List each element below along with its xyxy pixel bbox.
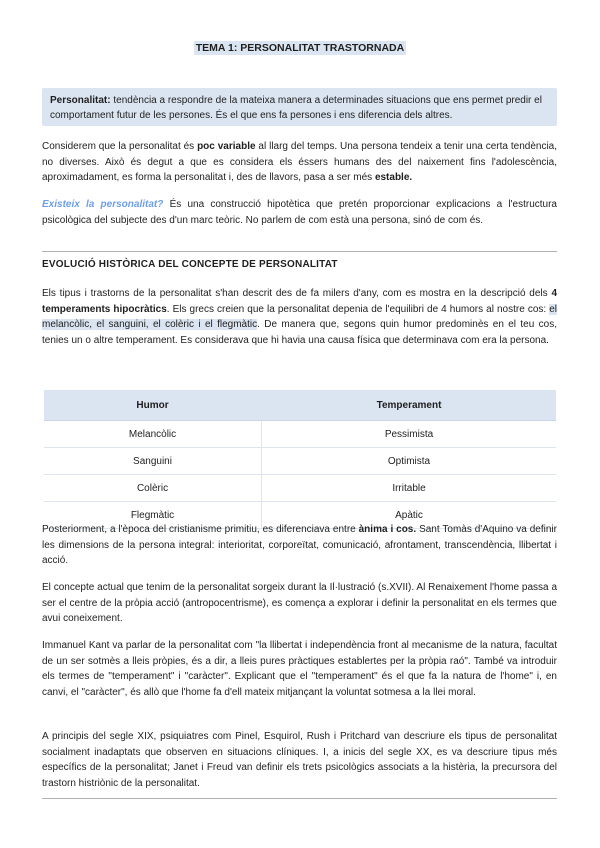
humor-temperament-table <box>44 390 556 529</box>
divider-bottom <box>42 798 557 799</box>
section-heading: EVOLUCIÓ HISTÒRICA DEL CONCEPTE DE PERSONALITAT <box>42 259 338 270</box>
p4-text-a: Posteriorment, a l'època del cristianisme primitiu, es diferenciava entre <box>42 524 359 535</box>
table-cell-temperament: Irritable <box>262 475 556 502</box>
column-header-temperament: Temperament <box>262 390 556 421</box>
p4-bold-anima-cos: ànima i cos. <box>358 524 417 535</box>
paragraph-illustration: El concepte actual que tenim de la personalitat sorgeix durant la Il·lustració (s.XVII). Al Renaixement l'home passa a ser el centre de la pròpia acció (antropocentrisme), es comença a explorar i definir la personalitat en els termes que avui coneixement. <box>42 582 557 624</box>
table-header-row <box>44 390 556 421</box>
p1-bold-estable: estable. <box>374 172 413 183</box>
table-cell-temperament: Pessimista <box>262 421 556 448</box>
paragraph-christianity <box>42 522 557 569</box>
p3-text-e: . De manera que, segons quin humor predominès en el teu cos, tenies un o altre temperament. Es considerava que hi havia una causa física que determinava com era la persona. <box>42 319 558 346</box>
definition-term: Personalitat: <box>50 95 111 106</box>
p3-bold-temperaments: 4 temperaments hipocràtics <box>42 288 557 315</box>
p3-text-c: . Els grecs creien que la personalitat depenia de l'equilibri de 4 humors al nostre cos: <box>166 303 550 315</box>
question-existeix: Existeix la personalitat? <box>42 199 164 210</box>
table-cell-humor: Sanguini <box>44 448 262 475</box>
p3-text-a: Els tipus i trastorns de la personalitat s'han descrit des de fa milers d'any, com es mostra en la descripció dels <box>42 288 552 299</box>
table-cell-humor: Flegmàtic <box>44 502 262 529</box>
column-header-humor: Humor <box>44 390 262 421</box>
definition-box <box>42 88 557 126</box>
table-row <box>44 421 556 448</box>
paragraph-variability <box>42 139 557 186</box>
table-row <box>44 475 556 502</box>
paragraph-temperaments <box>42 286 557 348</box>
p1-text-a: Considerem que la personalitat és <box>42 141 198 152</box>
definition-text: tendència a respondre de la mateixa manera a determinades situacions que ens permet predir el comportament futur de les persones. És el que ens fa persones i ens diferencia dels altres. <box>50 95 542 121</box>
p4-text-c: Sant Tomàs d'Aquino va definir les dimensions de la persona integral: interioritat, corporeïtat, comunicació, afrontament, transcendència, llibertat i acció. <box>42 524 557 566</box>
page-title-text: TEMA 1: PERSONALITAT TRASTORNADA <box>195 42 405 54</box>
table-row <box>44 448 556 475</box>
p3-highlight-humors: el melancòlic, el sanguini, el colèric i el flegmàtic <box>42 303 558 330</box>
table-cell-humor: Colèric <box>44 475 262 502</box>
divider-top <box>42 251 557 252</box>
paragraph-kant: Immanuel Kant va parlar de la personalitat com "la llibertat i independència front al mecanisme de la natura, facultat de un ser sotmès a lleis pròpies, és a dir, a lleis pures pràctiques establertes per la pròpia raó". També va introduir els termes de "temperament" i "caràcter". Explicant que el "temperament" és el que fa la natura de l'home" i, en canvi, el "caràcter", és allò que l'home fa d'ell mateix mitjançant la voluntat sotmesa a la llei moral. <box>42 640 557 698</box>
paragraph-xix-century: A principis del segle XIX, psiquiatres com Pinel, Esquirol, Rush i Pritchard van descriure els tipus de personalitat socialment inadaptats que observen en situacions clíniques. I, a inicis del segle XX, es va descriure tipus més específics de la personalitat; Janet i Freud van definir els trets psicològics associats a la histèria, la precursora del trastorn histriònic de la personalitat. <box>42 731 557 789</box>
table-cell-temperament: Apàtic <box>262 502 556 529</box>
p2-text: És una construcció hipotètica que pretén proporcionar explicacions a l'estructura psicològica del subjecte des d'un marc teòric. No parlem de com està una persona, sinó de com és. <box>42 199 557 226</box>
p1-bold-poc-variable: poc variable <box>197 141 256 152</box>
paragraph-existence <box>42 197 557 228</box>
table-cell-temperament: Optimista <box>262 448 556 475</box>
page-title <box>0 42 600 54</box>
table-cell-humor: Melancòlic <box>44 421 262 448</box>
p1-text-c: al llarg del temps. Una persona tendeix a tenir una certa tendència, no diverses. Això és degut a que es considera els éssers humans des del naixement fins l'adolescència, aproximadament, es forma la personalitat i, des de llavors, pasa a ser més <box>42 141 558 183</box>
definition-paragraph <box>42 88 557 123</box>
